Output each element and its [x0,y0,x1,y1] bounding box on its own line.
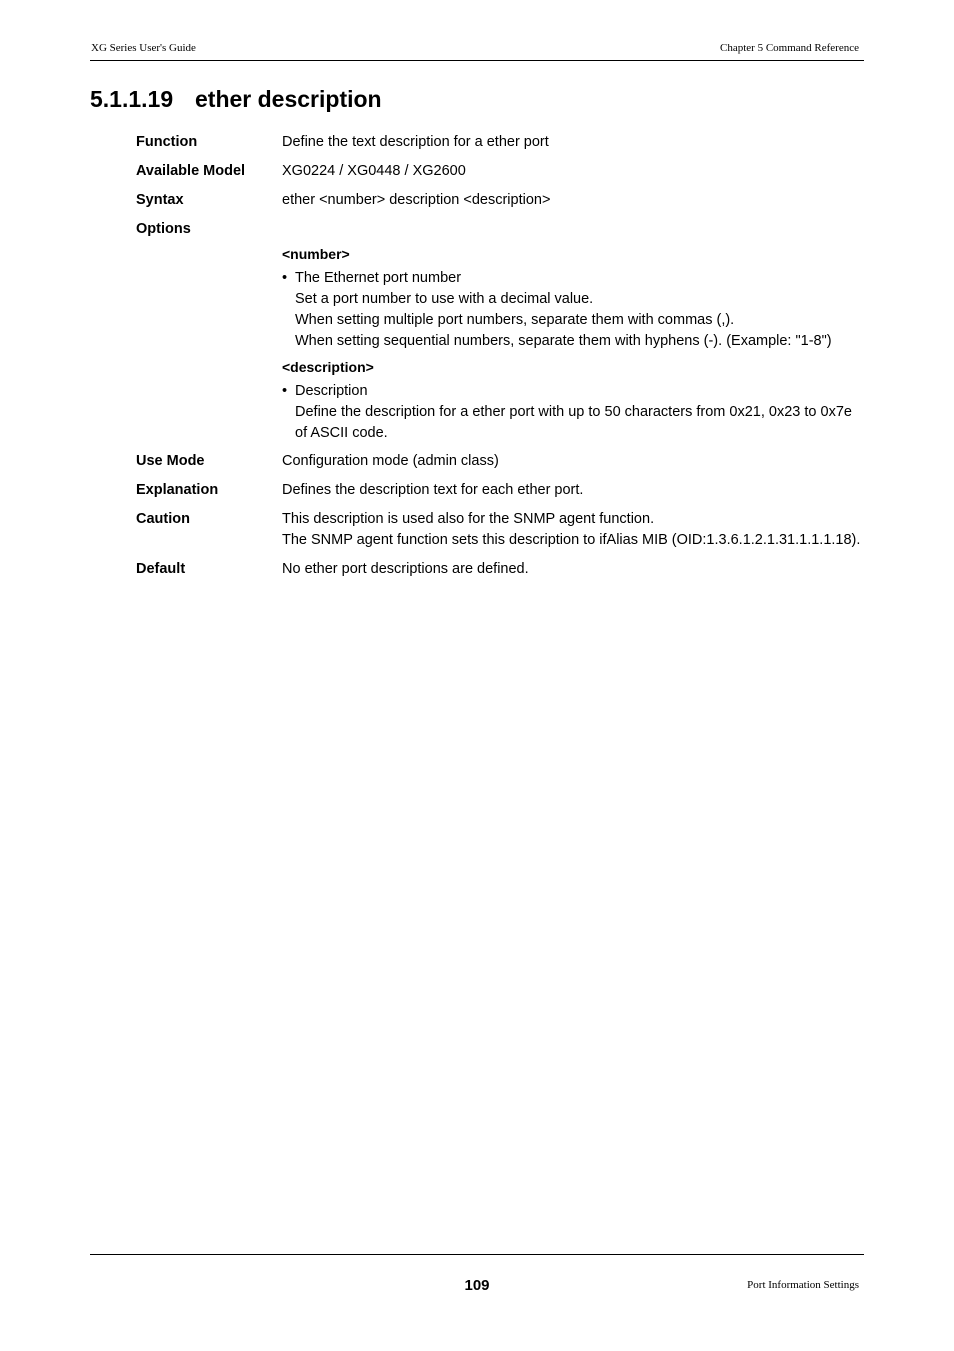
row-label: Default [136,561,186,577]
row-label: Syntax [136,192,184,208]
row-value: ether <number> description <description> [282,192,551,208]
option-line: The Ethernet port number [295,270,462,286]
option-description-name: <description> [282,359,374,375]
row-value-line: This description is used also for the SNMP agent function. [282,511,655,527]
option-line: of ASCII code. [295,425,388,441]
section-title: ether description [195,86,382,112]
row-value-line: The SNMP agent function sets this description to ifAlias MIB (OID:1.3.6.1.2.1.31.1.1.1.18). [282,532,861,548]
row-label: Options [136,221,191,237]
option-line: Set a port number to use with a decimal value. [295,291,594,307]
header-chapter-title: Chapter 5 Command Reference [720,42,859,54]
page-number: 109 [464,1277,490,1294]
option-line: When setting sequential numbers, separate them with hyphens (-). (Example: "1-8") [295,333,832,349]
option-line: Description [295,383,368,399]
row-label: Available Model [136,163,246,179]
row-value: XG0224 / XG0448 / XG2600 [282,163,466,179]
section-number: 5.1.1.19 [90,86,174,112]
row-label: Use Mode [136,453,205,469]
section-heading [90,86,382,113]
row-label: Caution [136,511,190,527]
option-line: Define the description for a ether port with up to 50 characters from 0x21, 0x23 to 0x7e [295,404,852,420]
row-value: Define the text description for a ether port [282,134,549,150]
option-line: When setting multiple port numbers, separate them with commas (,). [295,312,735,328]
bullet-icon: • [282,383,288,399]
row-value: Configuration mode (admin class) [282,453,499,469]
footer-section-title: Port Information Settings [747,1279,859,1291]
option-number-name: <number> [282,246,350,262]
row-value: Defines the description text for each ether port. [282,482,584,498]
header-guide-title: XG Series User's Guide [91,42,196,54]
row-label: Explanation [136,482,219,498]
row-label: Function [136,134,198,150]
row-value: No ether port descriptions are defined. [282,561,529,577]
footer-rule [90,1254,864,1255]
bullet-icon: • [282,270,288,286]
header-rule [90,60,864,61]
